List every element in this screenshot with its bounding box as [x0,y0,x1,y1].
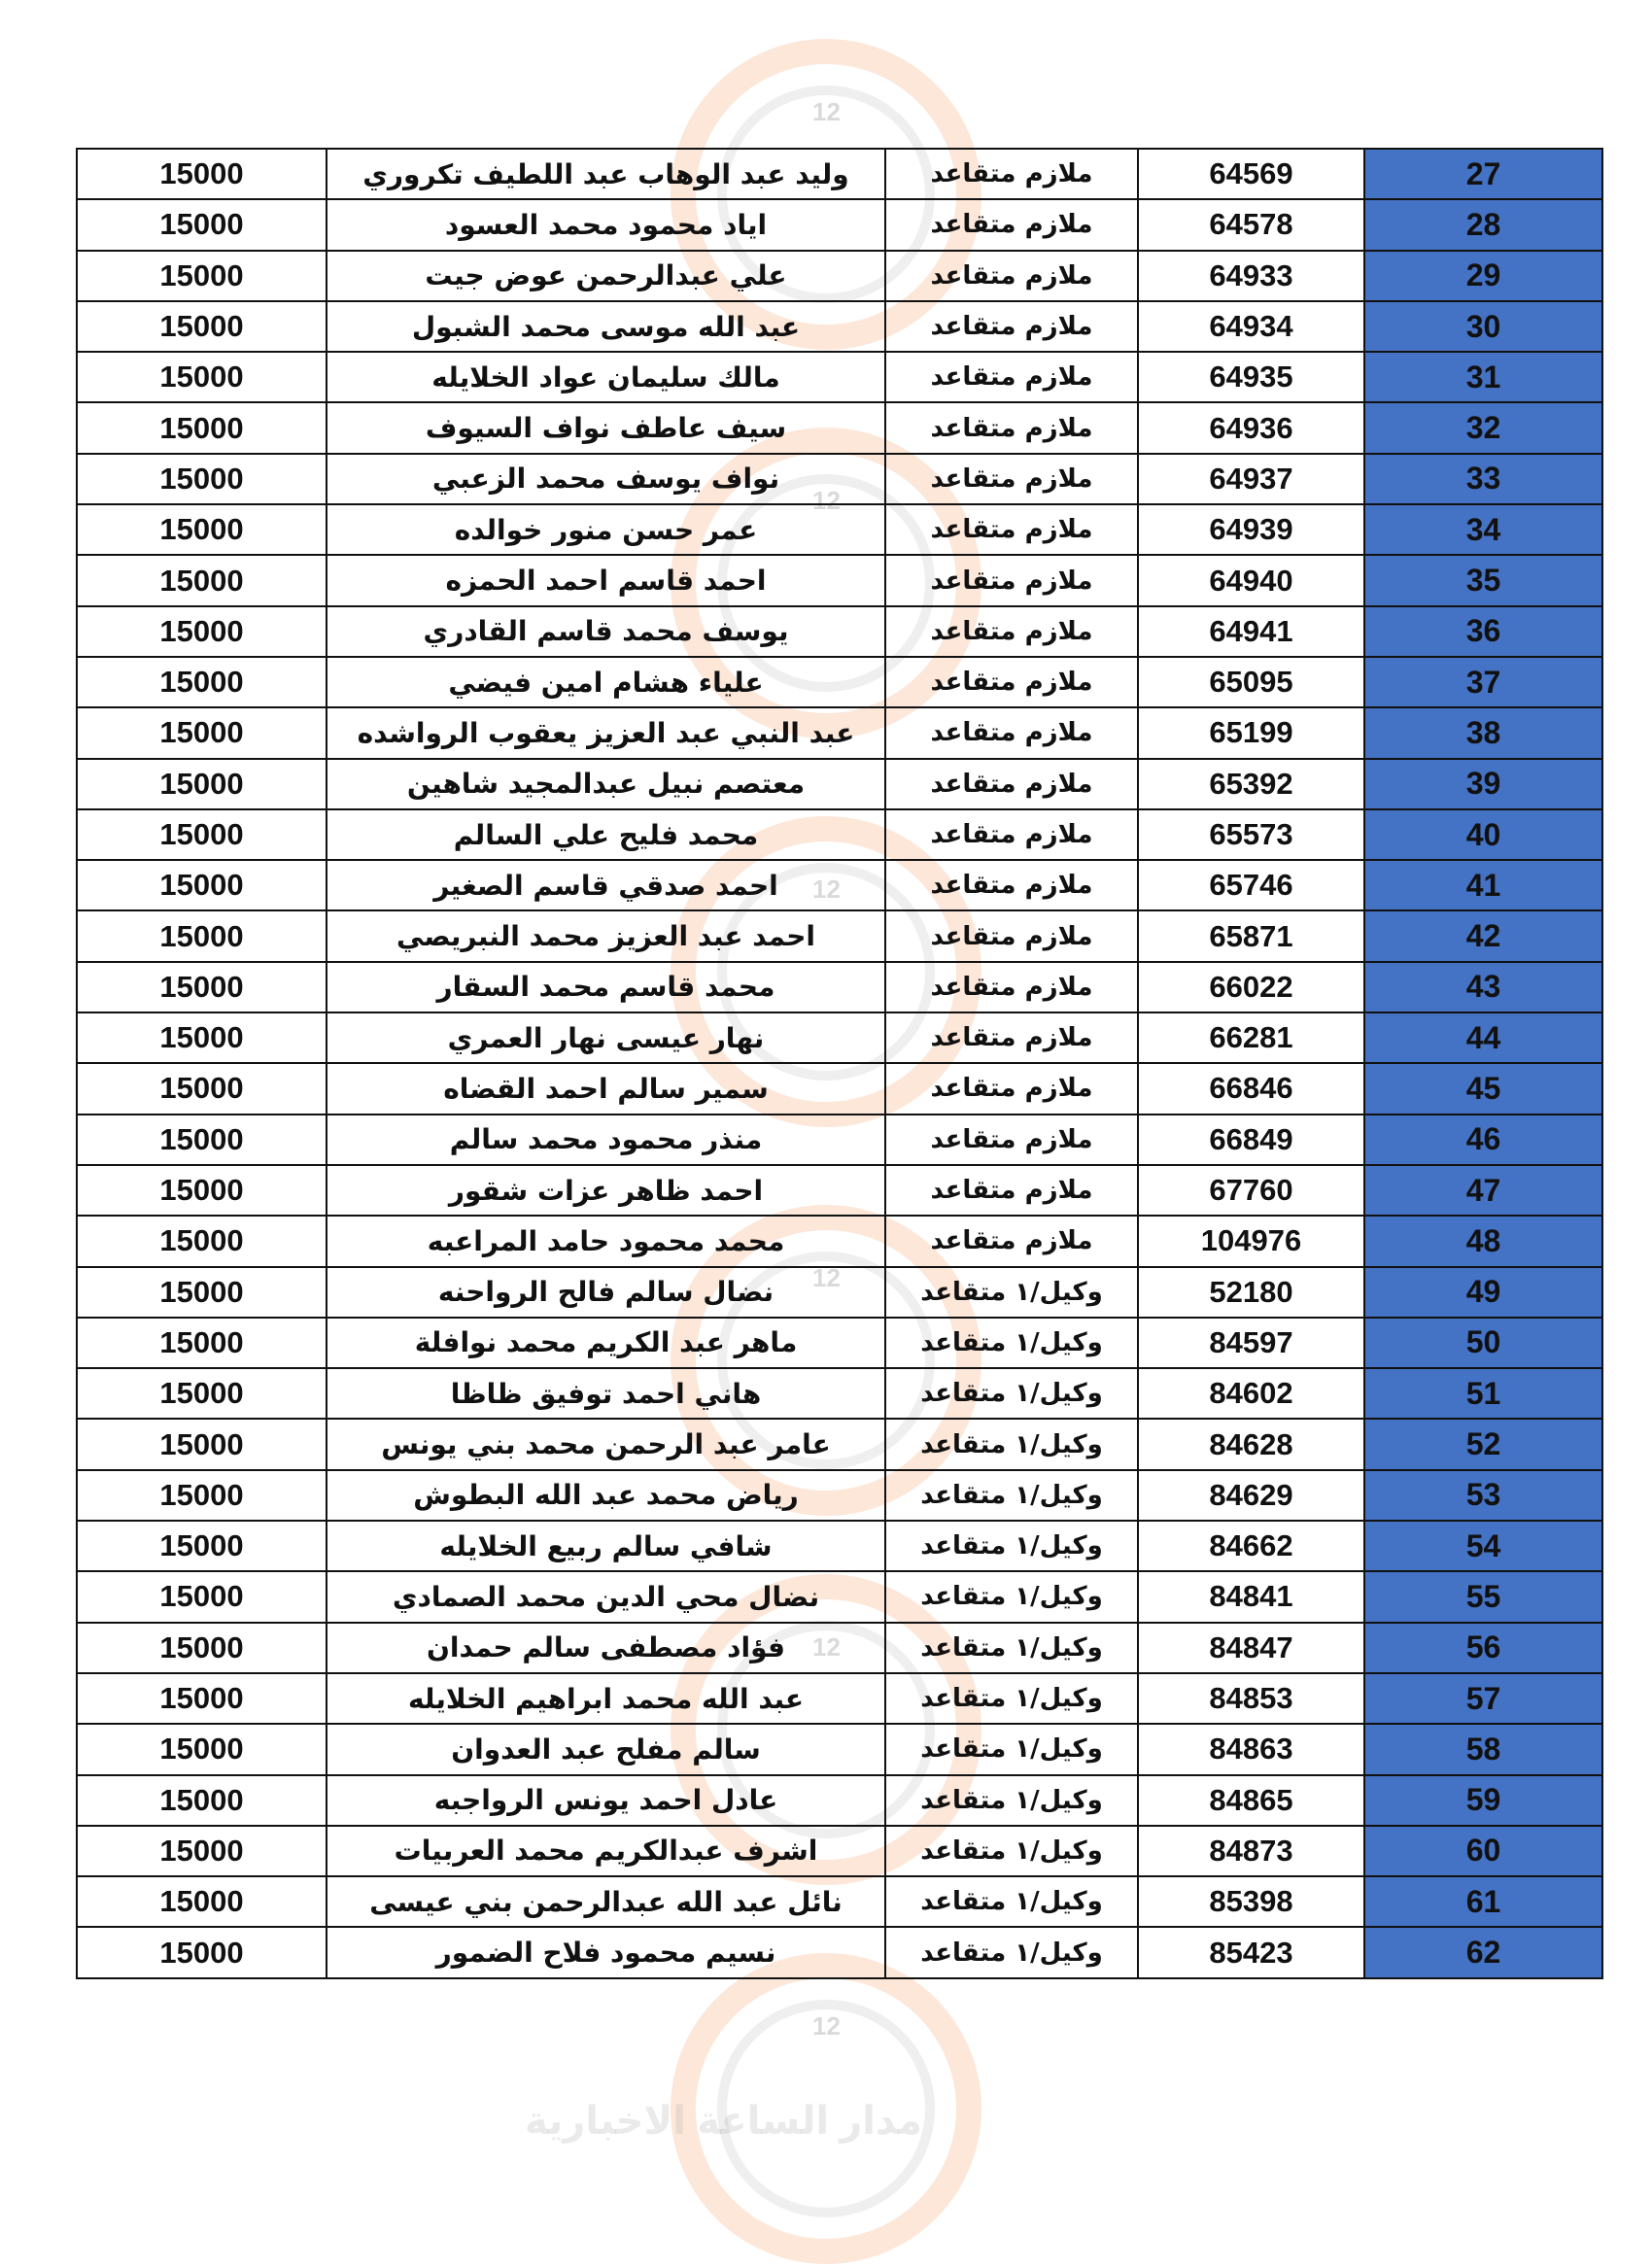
name-cell: علياء هشام امين فيضي [327,657,885,707]
name-cell: ماهر عبد الكريم محمد نوافلة [327,1318,885,1368]
military-id-cell: 64937 [1138,454,1364,504]
amount-cell: 15000 [77,860,327,910]
sequence-number-cell: 53 [1364,1470,1602,1521]
name-cell: نضال محي الدين محمد الصمادي [327,1571,885,1622]
table-row [77,759,1602,809]
name-cell: مالك سليمان عواد الخلايله [327,352,885,402]
military-id-cell: 84865 [1138,1775,1364,1826]
table-row [77,1876,1602,1927]
table-row [77,1165,1602,1216]
amount-cell: 15000 [77,1724,327,1774]
sequence-number-cell: 30 [1364,301,1602,352]
amount-cell: 15000 [77,1623,327,1673]
military-id-cell: 65199 [1138,707,1364,758]
sequence-number-cell: 39 [1364,759,1602,809]
name-cell: محمد محمود حامد المراعبه [327,1216,885,1266]
name-cell: رياض محمد عبد الله البطوش [327,1470,885,1521]
name-cell: نواف يوسف محمد الزعبي [327,454,885,504]
name-cell: نضال سالم فالح الرواحنه [327,1267,885,1318]
clock-number: 12 [812,97,841,126]
amount-cell: 15000 [77,1470,327,1521]
table-body [77,149,1602,1978]
table-row [77,1115,1602,1165]
sequence-number-cell: 29 [1364,251,1602,301]
clock-number: 12 [812,875,841,904]
rank-cell: ملازم متقاعد [885,352,1138,402]
rank-cell: وكيل/١ متقاعد [885,1368,1138,1419]
rank-cell: وكيل/١ متقاعد [885,1826,1138,1876]
name-cell: يوسف محمد قاسم القادري [327,606,885,657]
amount-cell: 15000 [77,1521,327,1571]
rank-cell: ملازم متقاعد [885,860,1138,910]
name-cell: احمد عبد العزيز محمد النبريصي [327,910,885,961]
sequence-number-cell: 27 [1364,149,1602,199]
name-cell: عمر حسن منور خوالده [327,504,885,555]
military-id-cell: 84602 [1138,1368,1364,1419]
sequence-number-cell: 38 [1364,707,1602,758]
sequence-number-cell: 46 [1364,1115,1602,1165]
table-row [77,454,1602,504]
sequence-number-cell: 56 [1364,1623,1602,1673]
table-row [77,1724,1602,1774]
amount-cell: 15000 [77,707,327,758]
amount-cell: 15000 [77,1876,327,1927]
table-row [77,1419,1602,1469]
amount-cell: 15000 [77,199,327,250]
amount-cell: 15000 [77,962,327,1012]
amount-cell: 15000 [77,402,327,453]
rank-cell: ملازم متقاعد [885,1115,1138,1165]
table-row [77,809,1602,860]
table-row [77,1063,1602,1114]
name-cell: سيف عاطف نواف السيوف [327,402,885,453]
sequence-number-cell: 58 [1364,1724,1602,1774]
amount-cell: 15000 [77,1216,327,1266]
amount-cell: 15000 [77,504,327,555]
sequence-number-cell: 40 [1364,809,1602,860]
sequence-number-cell: 28 [1364,199,1602,250]
clock-face-icon [717,2000,935,2217]
table-row [77,504,1602,555]
name-cell: نائل عبد الله عبدالرحمن بني عيسى [327,1876,885,1927]
rank-cell: ملازم متقاعد [885,1063,1138,1114]
table-row [77,1216,1602,1266]
sequence-number-cell: 54 [1364,1521,1602,1571]
rank-cell: وكيل/١ متقاعد [885,1267,1138,1318]
sequence-number-cell: 57 [1364,1673,1602,1724]
name-cell: علي عبدالرحمن عوض جيت [327,251,885,301]
rank-cell: وكيل/١ متقاعد [885,1470,1138,1521]
table-row [77,860,1602,910]
sequence-number-cell: 34 [1364,504,1602,555]
name-cell: اشرف عبدالكريم محمد العربيات [327,1826,885,1876]
table-row [77,199,1602,250]
table-row [77,402,1602,453]
table-row [77,1368,1602,1419]
sequence-number-cell: 31 [1364,352,1602,402]
military-id-cell: 52180 [1138,1267,1364,1318]
clock-number: 12 [812,486,841,515]
rank-cell: وكيل/١ متقاعد [885,1775,1138,1826]
amount-cell: 15000 [77,1775,327,1826]
name-cell: احمد صدقي قاسم الصغير [327,860,885,910]
rank-cell: ملازم متقاعد [885,910,1138,961]
rank-cell: وكيل/١ متقاعد [885,1419,1138,1469]
military-id-cell: 64939 [1138,504,1364,555]
rank-cell: ملازم متقاعد [885,707,1138,758]
amount-cell: 15000 [77,809,327,860]
table-row [77,555,1602,605]
name-cell: عامر عبد الرحمن محمد بني يونس [327,1419,885,1469]
table-row [77,910,1602,961]
table-row [77,1623,1602,1673]
military-id-cell: 67760 [1138,1165,1364,1216]
rank-cell: وكيل/١ متقاعد [885,1318,1138,1368]
rank-cell: ملازم متقاعد [885,555,1138,605]
name-cell: نهار عيسى نهار العمري [327,1012,885,1063]
rank-cell: ملازم متقاعد [885,504,1138,555]
table-row [77,1267,1602,1318]
table-row [77,1470,1602,1521]
sequence-number-cell: 51 [1364,1368,1602,1419]
name-cell: احمد قاسم احمد الحمزه [327,555,885,605]
name-cell: معتصم نبيل عبدالمجيد شاهين [327,759,885,809]
retirees-table [76,148,1603,1979]
amount-cell: 15000 [77,352,327,402]
military-id-cell: 84597 [1138,1318,1364,1368]
sequence-number-cell: 41 [1364,860,1602,910]
military-id-cell: 66846 [1138,1063,1364,1114]
military-id-cell: 64578 [1138,199,1364,250]
military-id-cell: 64941 [1138,606,1364,657]
military-id-cell: 84662 [1138,1521,1364,1571]
name-cell: عبد الله محمد ابراهيم الخلايله [327,1673,885,1724]
sequence-number-cell: 43 [1364,962,1602,1012]
name-cell: فؤاد مصطفى سالم حمدان [327,1623,885,1673]
clock-ring-icon [671,1953,981,2264]
clock-number: 12 [812,1263,841,1292]
rank-cell: ملازم متقاعد [885,149,1138,199]
amount-cell: 15000 [77,1267,327,1318]
rank-cell: ملازم متقاعد [885,251,1138,301]
table-row [77,1012,1602,1063]
military-id-cell: 84629 [1138,1470,1364,1521]
clock-number: 12 [812,1632,841,1662]
table-row [77,1318,1602,1368]
amount-cell: 15000 [77,1927,327,1977]
sequence-number-cell: 50 [1364,1318,1602,1368]
amount-cell: 15000 [77,1165,327,1216]
military-id-cell: 65871 [1138,910,1364,961]
amount-cell: 15000 [77,251,327,301]
rank-cell: وكيل/١ متقاعد [885,1673,1138,1724]
name-cell: نسيم محمود فلاح الضمور [327,1927,885,1977]
watermark-clock-logo [525,1953,981,2264]
rank-cell: ملازم متقاعد [885,199,1138,250]
table-row [77,251,1602,301]
sequence-number-cell: 36 [1364,606,1602,657]
table-row [77,301,1602,352]
name-cell: عادل احمد يونس الرواجبه [327,1775,885,1826]
watermark-text: مدار الساعة الاخبارية [525,2100,922,2143]
amount-cell: 15000 [77,1063,327,1114]
amount-cell: 15000 [77,149,327,199]
rank-cell: وكيل/١ متقاعد [885,1571,1138,1622]
military-id-cell: 64569 [1138,149,1364,199]
sequence-number-cell: 60 [1364,1826,1602,1876]
amount-cell: 15000 [77,759,327,809]
table-row [77,1775,1602,1826]
table-row [77,149,1602,199]
sequence-number-cell: 48 [1364,1216,1602,1266]
amount-cell: 15000 [77,1419,327,1469]
amount-cell: 15000 [77,1012,327,1063]
table-row [77,1927,1602,1977]
rank-cell: وكيل/١ متقاعد [885,1521,1138,1571]
sequence-number-cell: 52 [1364,1419,1602,1469]
military-id-cell: 64933 [1138,251,1364,301]
rank-cell: ملازم متقاعد [885,809,1138,860]
military-id-cell: 65095 [1138,657,1364,707]
sequence-number-cell: 37 [1364,657,1602,707]
military-id-cell: 84628 [1138,1419,1364,1469]
amount-cell: 15000 [77,1673,327,1724]
military-id-cell: 64934 [1138,301,1364,352]
sequence-number-cell: 35 [1364,555,1602,605]
table-row [77,657,1602,707]
rank-cell: ملازم متقاعد [885,759,1138,809]
amount-cell: 15000 [77,301,327,352]
table-row [77,606,1602,657]
amount-cell: 15000 [77,910,327,961]
military-id-cell: 84853 [1138,1673,1364,1724]
name-cell: احمد ظاهر عزات شقور [327,1165,885,1216]
sequence-number-cell: 49 [1364,1267,1602,1318]
table-row [77,1571,1602,1622]
sequence-number-cell: 42 [1364,910,1602,961]
name-cell: هاني احمد توفيق ظاظا [327,1368,885,1419]
name-cell: سمير سالم احمد القضاه [327,1063,885,1114]
amount-cell: 15000 [77,606,327,657]
sequence-number-cell: 61 [1364,1876,1602,1927]
rank-cell: ملازم متقاعد [885,454,1138,504]
military-id-cell: 66022 [1138,962,1364,1012]
amount-cell: 15000 [77,1571,327,1622]
rank-cell: وكيل/١ متقاعد [885,1724,1138,1774]
sequence-number-cell: 32 [1364,402,1602,453]
sequence-number-cell: 45 [1364,1063,1602,1114]
military-id-cell: 64940 [1138,555,1364,605]
amount-cell: 15000 [77,1826,327,1876]
rank-cell: وكيل/١ متقاعد [885,1876,1138,1927]
name-cell: سالم مفلح عبد العدوان [327,1724,885,1774]
rank-cell: ملازم متقاعد [885,962,1138,1012]
sequence-number-cell: 33 [1364,454,1602,504]
sequence-number-cell: 55 [1364,1571,1602,1622]
rank-cell: ملازم متقاعد [885,1012,1138,1063]
military-id-cell: 65573 [1138,809,1364,860]
name-cell: محمد قاسم محمد السقار [327,962,885,1012]
name-cell: عبد الله موسى محمد الشبول [327,301,885,352]
table-row [77,1673,1602,1724]
amount-cell: 15000 [77,454,327,504]
sequence-number-cell: 59 [1364,1775,1602,1826]
military-id-cell: 84847 [1138,1623,1364,1673]
table-row [77,352,1602,402]
military-id-cell: 84841 [1138,1571,1364,1622]
rank-cell: وكيل/١ متقاعد [885,1927,1138,1977]
amount-cell: 15000 [77,1115,327,1165]
name-cell: محمد فليح علي السالم [327,809,885,860]
table-row [77,707,1602,758]
military-id-cell: 84863 [1138,1724,1364,1774]
table-row [77,1826,1602,1876]
military-id-cell: 66849 [1138,1115,1364,1165]
military-id-cell: 66281 [1138,1012,1364,1063]
military-id-cell: 64936 [1138,402,1364,453]
sequence-number-cell: 47 [1364,1165,1602,1216]
sequence-number-cell: 62 [1364,1927,1602,1977]
rank-cell: ملازم متقاعد [885,606,1138,657]
military-id-cell: 104976 [1138,1216,1364,1266]
name-cell: عبد النبي عبد العزيز يعقوب الرواشده [327,707,885,758]
military-id-cell: 84873 [1138,1826,1364,1876]
rank-cell: ملازم متقاعد [885,301,1138,352]
military-id-cell: 65746 [1138,860,1364,910]
amount-cell: 15000 [77,1318,327,1368]
name-cell: شافي سالم ربيع الخلايله [327,1521,885,1571]
amount-cell: 15000 [77,1368,327,1419]
military-id-cell: 65392 [1138,759,1364,809]
military-id-cell: 85423 [1138,1927,1364,1977]
rank-cell: ملازم متقاعد [885,402,1138,453]
rank-cell: ملازم متقاعد [885,657,1138,707]
table-row [77,1521,1602,1571]
rank-cell: ملازم متقاعد [885,1216,1138,1266]
rank-cell: ملازم متقاعد [885,1165,1138,1216]
clock-number: 12 [812,2011,841,2041]
name-cell: اياد محمود محمد العسود [327,199,885,250]
military-id-cell: 85398 [1138,1876,1364,1927]
amount-cell: 15000 [77,555,327,605]
table-row [77,962,1602,1012]
rank-cell: وكيل/١ متقاعد [885,1623,1138,1673]
name-cell: وليد عبد الوهاب عبد اللطيف تكروري [327,149,885,199]
amount-cell: 15000 [77,657,327,707]
military-id-cell: 64935 [1138,352,1364,402]
sequence-number-cell: 44 [1364,1012,1602,1063]
name-cell: منذر محمود محمد سالم [327,1115,885,1165]
